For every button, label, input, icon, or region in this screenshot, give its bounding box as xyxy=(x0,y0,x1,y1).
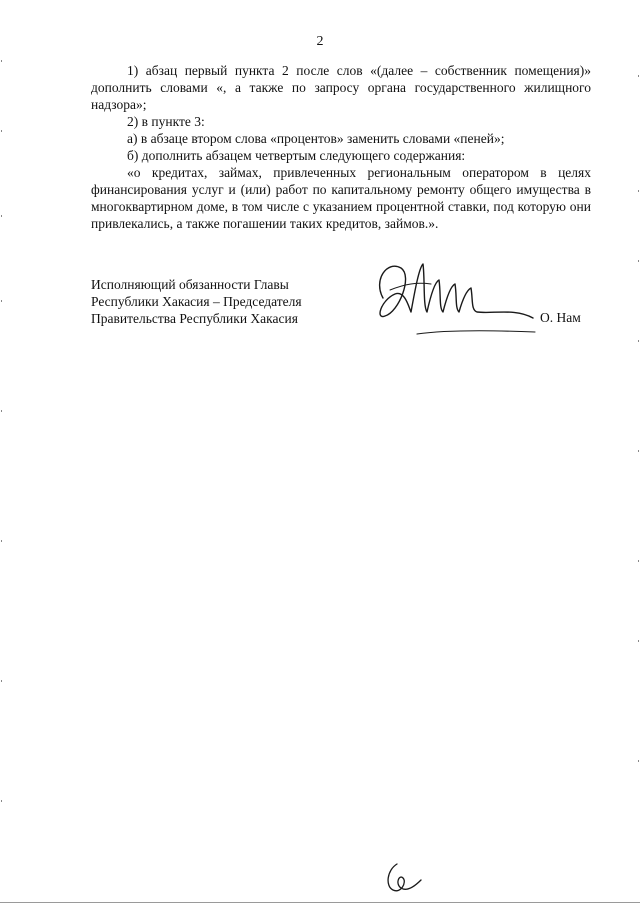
page-number: 2 xyxy=(316,34,324,49)
amendment-text xyxy=(91,62,591,232)
paragraph-2: 2) в пункте 3: xyxy=(127,114,205,129)
handwritten-initial-mark xyxy=(383,860,423,896)
left-edge-scan-marks xyxy=(0,0,3,905)
paragraph-5: «о кредитах, займах, привлеченных региональным оператором в целях финансирования услуг и (или) работ по капитальному ремонту общего имущества в многоквартирном доме, в том числе с указанием процентной ставки, под которую они привлекались, а также погашении таких кредитов, займов.». xyxy=(91,165,591,231)
signer-name: О. Нам xyxy=(540,310,581,325)
paragraph-1: 1) абзац первый пункта 2 после слов «(далее – собственник помещения)» дополнить словами «, а также по запросу органа государственного жилищного надзора»; xyxy=(91,63,591,112)
paragraph-4: б) дополнить абзацем четвертым следующего содержания: xyxy=(127,148,466,163)
position-line-3: Правительства Республики Хакасия xyxy=(91,311,298,326)
page-bottom-edge xyxy=(0,902,640,903)
paragraph-3: а) в абзаце втором слова «процентов» заменить словами «пеней»; xyxy=(127,131,505,146)
signatory-position xyxy=(91,276,321,327)
position-line-2: Республики Хакасия – Председателя xyxy=(91,294,302,309)
position-line-1: Исполняющий обязанности Главы xyxy=(91,277,289,292)
handwritten-signature xyxy=(365,250,540,345)
